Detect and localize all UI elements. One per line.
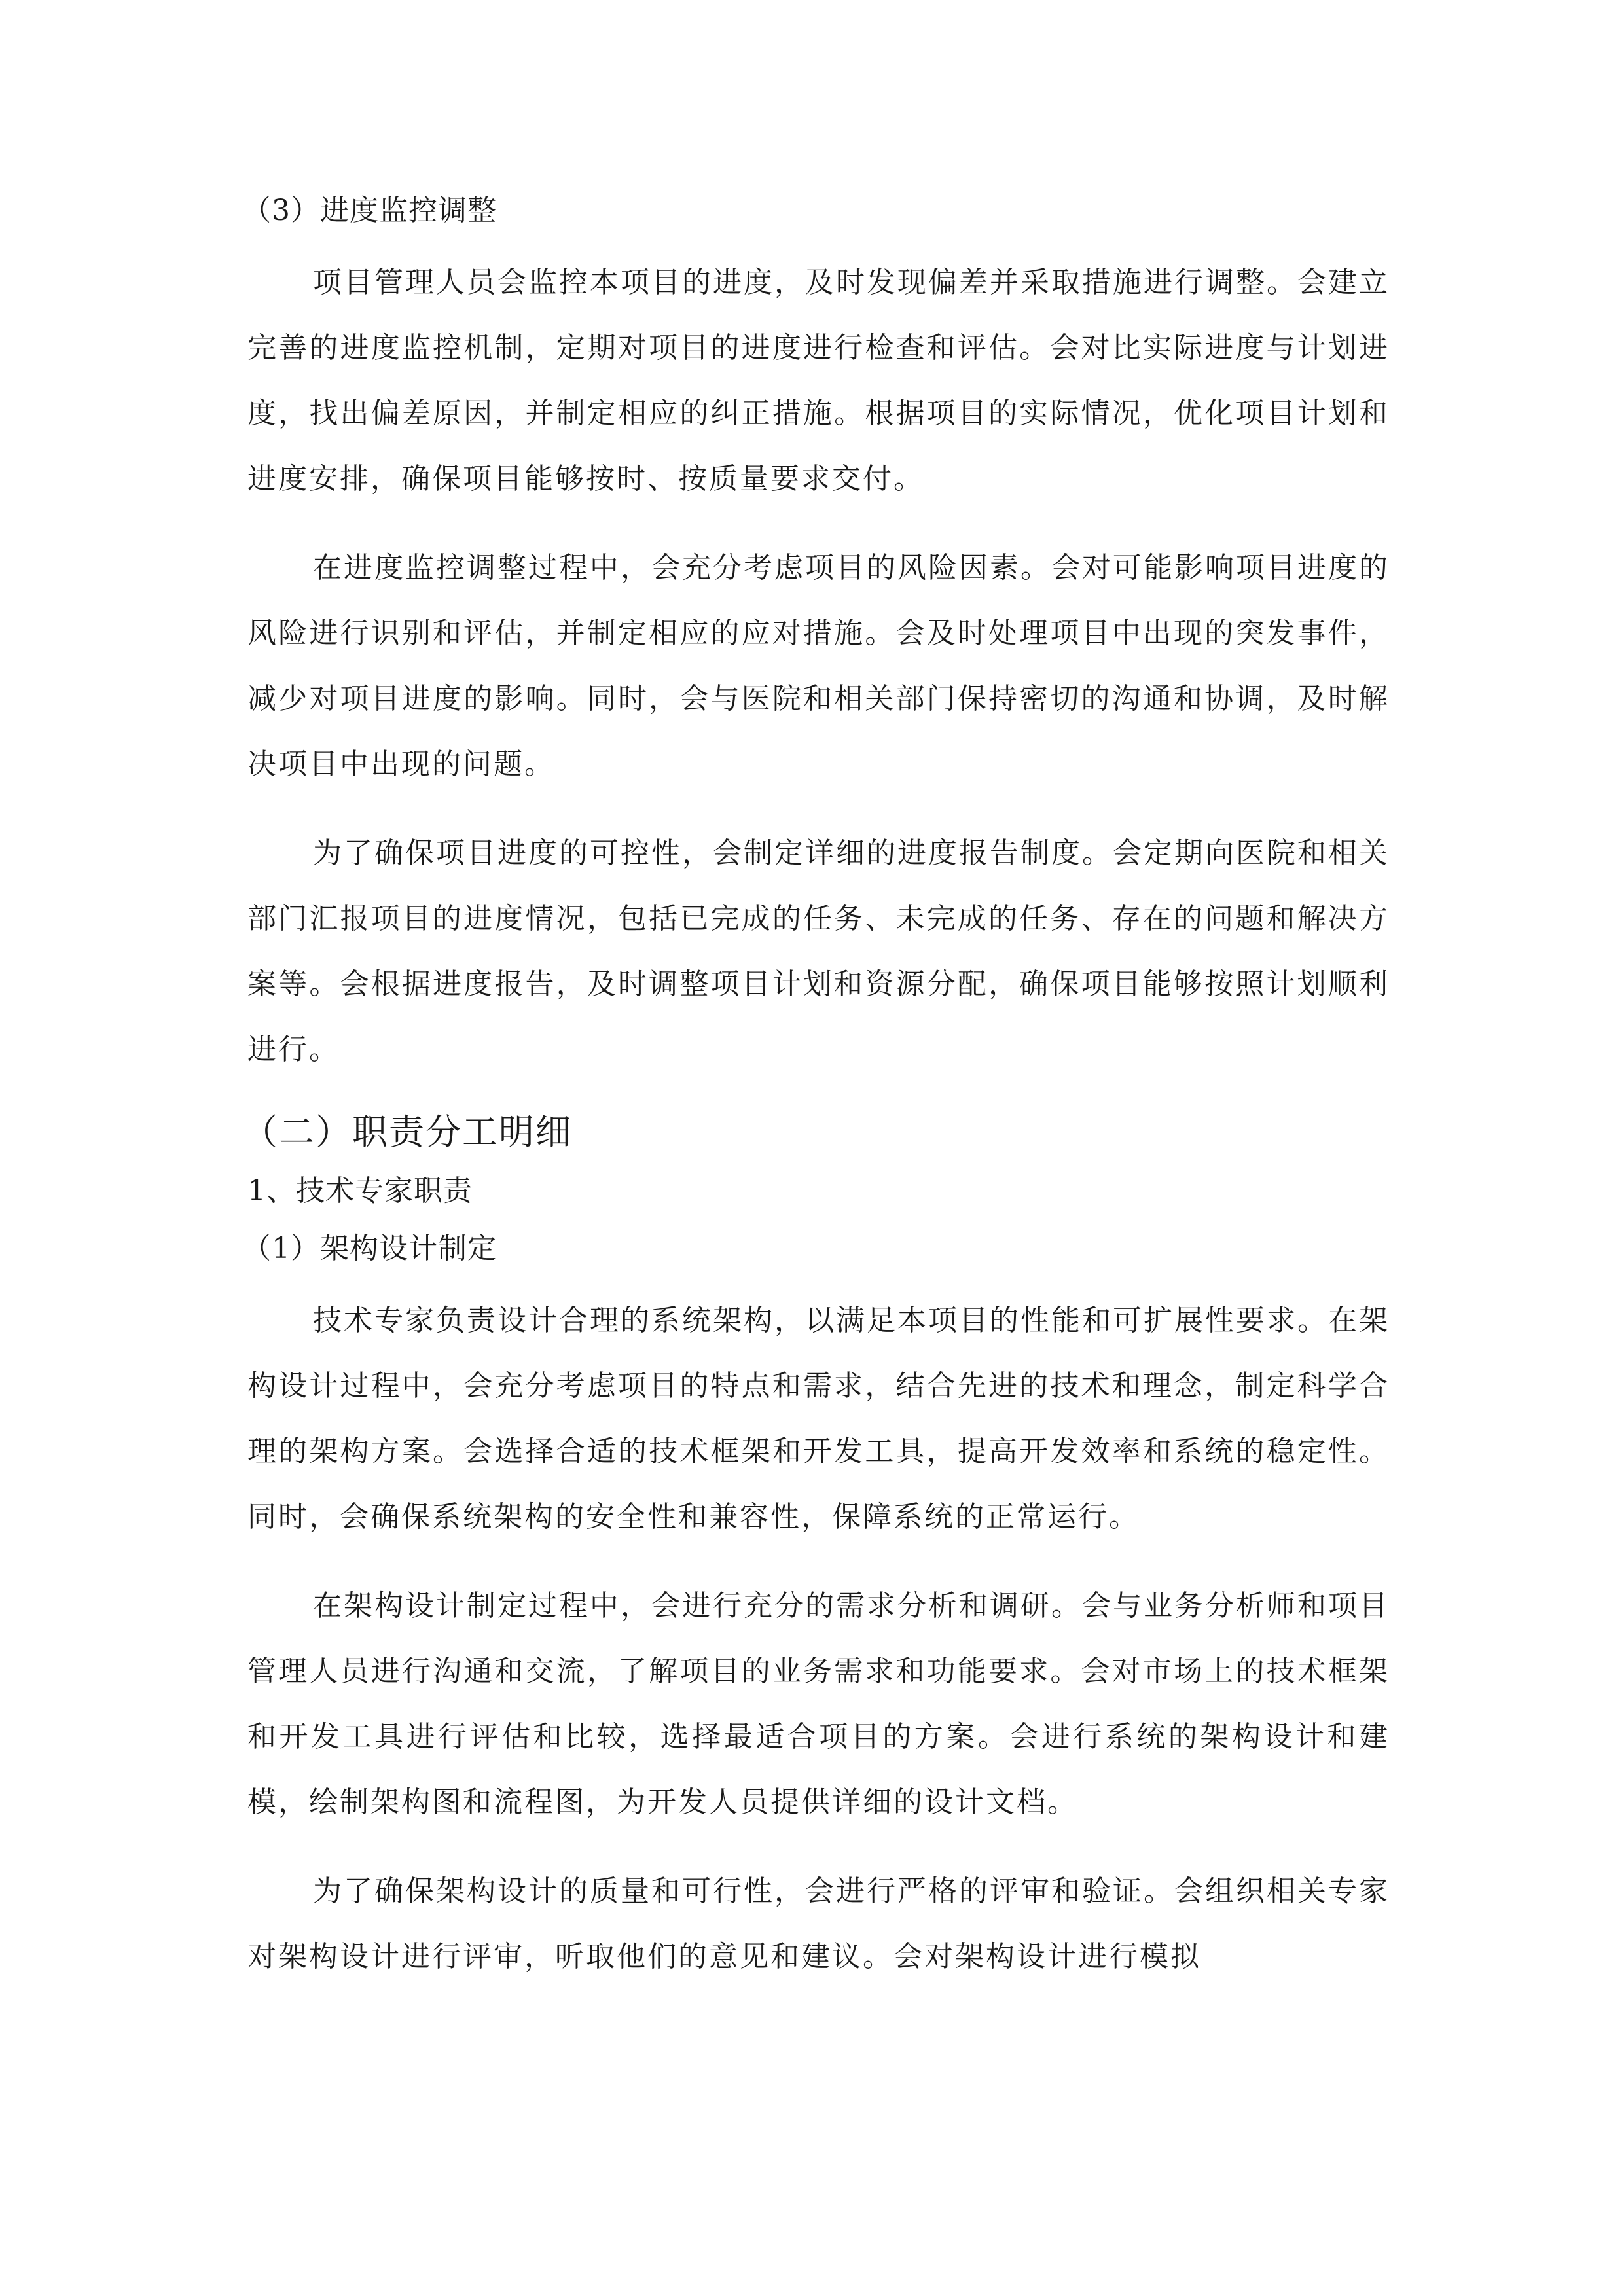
heading-tech-expert: 1、技术专家职责 xyxy=(247,1174,473,1208)
section-title-responsibilities: （二）职责分工明细 xyxy=(242,1111,572,1153)
paragraph-risk-handling: 在进度监控调整过程中，会充分考虑项目的风险因素。会对可能影响项目进度的风险进行识别和评估，并制定相应的应对措施。会及时处理项目中出现的突发事件，减少对项目进度的影响。同时，会与医院和相关部门保持密切的沟通和协调，及时解决项目中出现的问题。 xyxy=(247,551,1390,781)
paragraph-architecture-overview: 技术专家负责设计合理的系统架构，以满足本项目的性能和可扩展性要求。在架构设计过程中，会充分考虑项目的特点和需求，结合先进的技术和理念，制定科学合理的架构方案。会选择合适的技术框架和开发工具，提高开发效率和系统的稳定性。同时，会确保系统架构的安全性和兼容性，保障系统的正常运行。 xyxy=(247,1304,1390,1534)
paragraph-progress-monitoring: 项目管理人员会监控本项目的进度，及时发现偏差并采取措施进行调整。会建立完善的进度监控机制，定期对项目的进度进行检查和评估。会对比实际进度与计划进度，找出偏差原因，并制定相应的纠正措施。根据项目的实际情况，优化项目计划和进度安排，确保项目能够按时、按质量要求交付。 xyxy=(247,266,1390,495)
subheading-progress-monitoring: （3）进度监控调整 xyxy=(242,194,497,227)
paragraph-progress-reporting: 为了确保项目进度的可控性，会制定详细的进度报告制度。会定期向医院和相关部门汇报项目的进度情况，包括已完成的任务、未完成的任务、存在的问题和解决方案等。会根据进度报告，及时调整项目计划和资源分配，确保项目能够按照计划顺利进行。 xyxy=(247,836,1390,1066)
subheading-architecture-design: （1）架构设计制定 xyxy=(242,1232,497,1265)
page-content xyxy=(242,190,1390,2013)
paragraph-architecture-process: 在架构设计制定过程中，会进行充分的需求分析和调研。会与业务分析师和项目管理人员进行沟通和交流，了解项目的业务需求和功能要求。会对市场上的技术框架和开发工具进行评估和比较，选择最适合项目的方案。会进行系统的架构设计和建模，绘制架构图和流程图，为开发人员提供详细的设计文档。 xyxy=(247,1589,1390,1819)
paragraph-architecture-review: 为了确保架构设计的质量和可行性，会进行严格的评审和验证。会组织相关专家对架构设计进行评审，听取他们的意见和建议。会对架构设计进行模拟 xyxy=(247,1874,1390,1973)
